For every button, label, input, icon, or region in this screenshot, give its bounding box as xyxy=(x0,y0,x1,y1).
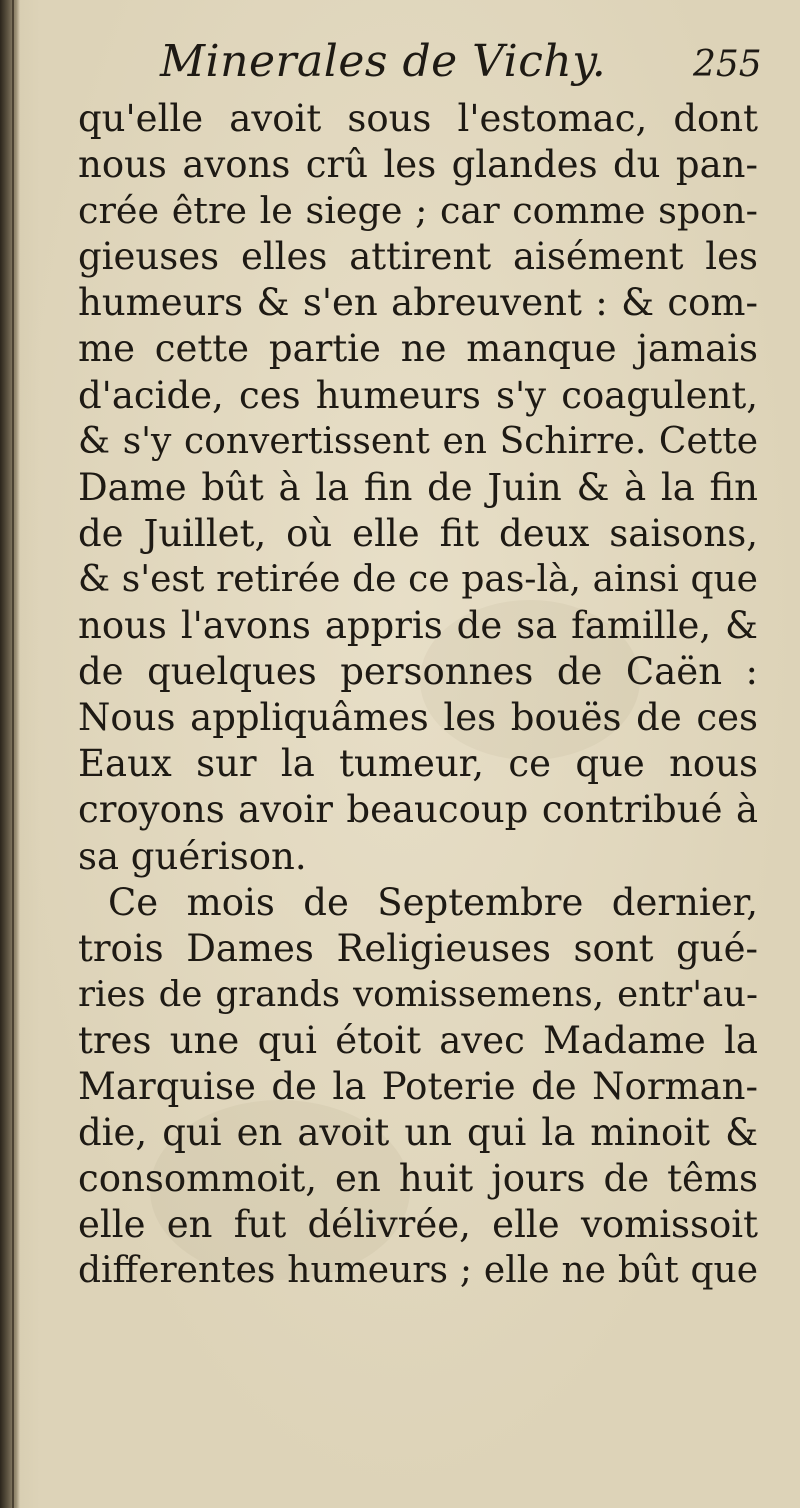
text-line: & s'est retirée de ce pas-là, ainsi que xyxy=(78,558,758,600)
text-line: de Juillet, où elle fit deux saisons, xyxy=(78,511,758,555)
text-line: elle en fut délivrée, elle vomissoit xyxy=(78,1203,758,1247)
text-line: de quelques personnes de Caën : xyxy=(78,650,758,694)
text-line: & s'y convertissent en Schirre. Cette xyxy=(78,420,758,462)
text-line: Marquise de la Poterie de Norman- xyxy=(78,1064,758,1108)
text-line: ries de grands vomissemens, entr'au- xyxy=(78,973,758,1015)
paragraph-end-line: sa guérison. xyxy=(78,834,307,878)
text-line: die, qui en avoit un qui la minoit & xyxy=(78,1111,758,1155)
text-line: trois Dames Religieuses sont gué- xyxy=(78,926,758,970)
text-line: Dame bût à la fin de Juin & à la fin xyxy=(78,465,758,509)
gutter-shadow-line xyxy=(12,0,14,1508)
paragraph-start-line: Ce mois de Septembre dernier, xyxy=(108,880,758,924)
text-line: consommoit, en huit jours de têms xyxy=(78,1157,758,1201)
text-line: differentes humeurs ; elle ne bût que xyxy=(78,1250,758,1292)
text-line: gieuses elles attirent aisément les xyxy=(78,235,758,279)
text-line: crée être le siege ; car comme spon- xyxy=(78,189,758,233)
text-line: me cette partie ne manque jamais xyxy=(78,327,758,371)
text-line: Eaux sur la tumeur, ce que nous xyxy=(78,742,758,786)
text-line: croyons avoir beaucoup contribué à xyxy=(78,788,758,832)
page-number: 255 xyxy=(693,44,762,85)
text-line: d'acide, ces humeurs s'y coagulent, xyxy=(78,373,758,417)
text-line: nous avons crû les glandes du pan- xyxy=(78,143,758,187)
text-line: qu'elle avoit sous l'estomac, dont xyxy=(78,97,758,140)
book-gutter xyxy=(0,0,20,1508)
text-line: nous l'avons appris de sa famille, & xyxy=(78,604,758,648)
text-line: tres une qui étoit avec Madame la xyxy=(78,1018,758,1062)
running-title: Minerales de Vichy. xyxy=(160,36,607,87)
body-text xyxy=(78,96,758,1294)
text-line: humeurs & s'en abreuvent : & com- xyxy=(78,281,758,325)
text-line: Nous appliquâmes les bouës de ces xyxy=(78,696,758,740)
